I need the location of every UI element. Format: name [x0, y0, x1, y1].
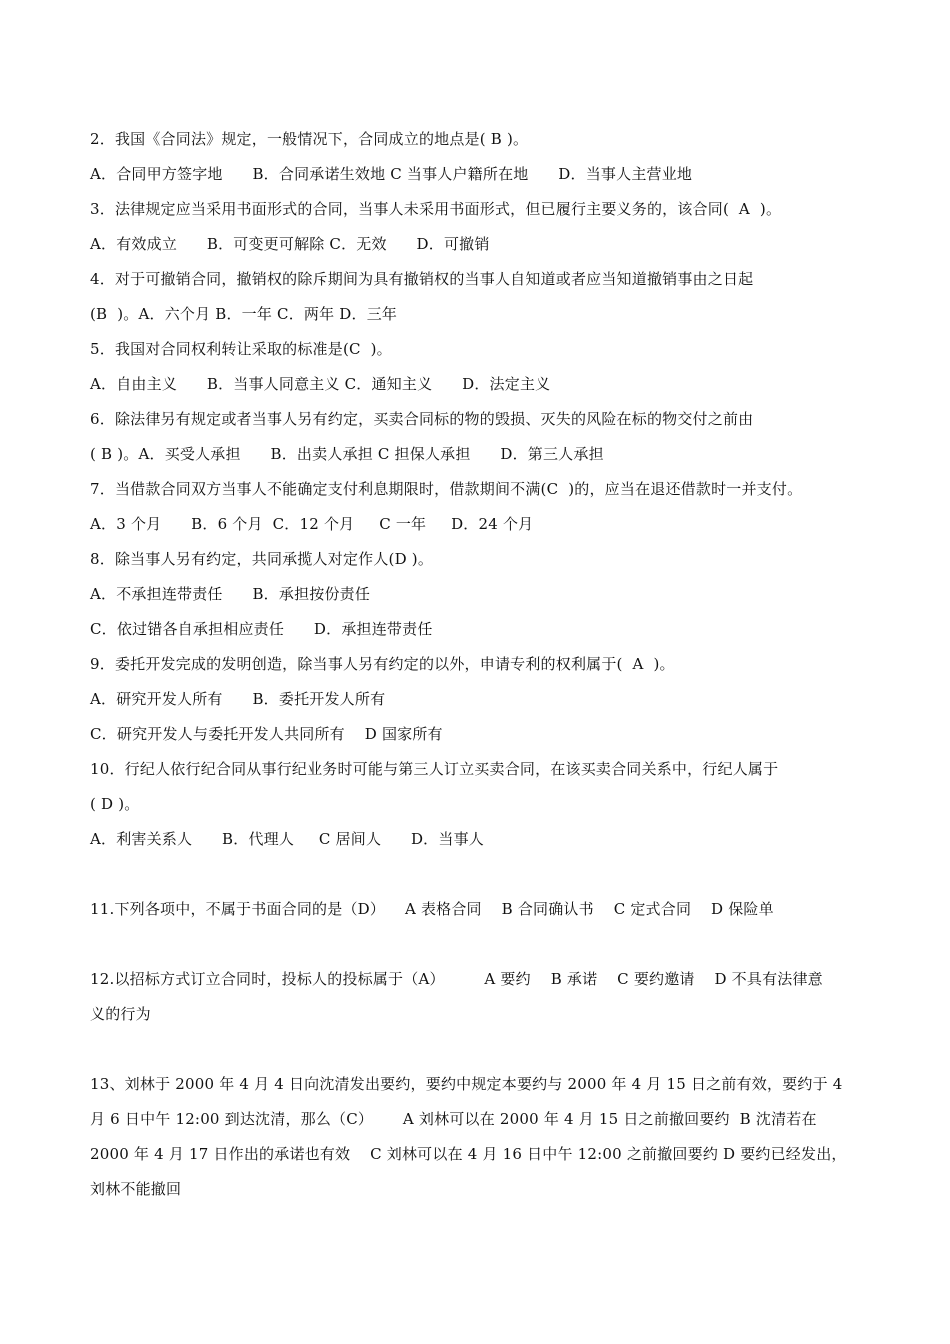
- question-6-options: ( B )。A．买受人承担 B．出卖人承担 C 担保人承担 D．第三人承担: [90, 445, 604, 463]
- question-10-answer: ( D )。: [90, 795, 140, 813]
- question-8: 8．除当事人另有约定，共同承揽人对定作人(D )。: [90, 550, 434, 568]
- question-7: 7．当借款合同双方当事人不能确定支付利息期限时，借款期间不满(C )的，应当在退还借款时一并支付。: [90, 480, 803, 498]
- spacer: [90, 1032, 870, 1067]
- question-8-options-cd: C．依过错各自承担相应责任 D．承担连带责任: [90, 620, 433, 638]
- question-5-options: A．自由主义 B．当事人同意主义 C．通知主义 D．法定主义: [90, 375, 551, 393]
- question-2-options: A．合同甲方签字地 B．合同承诺生效地 C 当事人户籍所在地 D．当事人主营业地: [90, 165, 693, 183]
- question-9: 9．委托开发完成的发明创造，除当事人另有约定的以外，申请专利的权利属于( A )。: [90, 655, 675, 673]
- question-10: 10．行纪人依行纪合同从事行纪业务时可能与第三人订立买卖合同，在该买卖合同关系中，行纪人属于: [90, 760, 779, 778]
- question-2: 2．我国《合同法》规定，一般情况下，合同成立的地点是( B )。: [90, 130, 529, 148]
- question-13-line-3: 2000 年 4 月 17 日作出的承诺也有效 C 刘林可以在 4 月 16 日中午 12:00 之前撤回要约 D 要约已经发出，: [90, 1145, 847, 1163]
- question-13-line-4: 刘林不能撤回: [90, 1180, 182, 1198]
- question-6: 6．除法律另有规定或者当事人另有约定，买卖合同标的物的毁损、灭失的风险在标的物交付之前由: [90, 410, 754, 428]
- question-3: 3．法律规定应当采用书面形式的合同，当事人未采用书面形式，但已履行主要义务的，该合同( A )。: [90, 200, 782, 218]
- question-12: 12.以招标方式订立合同时，投标人的投标属于（A） A 要约 B 承诺 C 要约邀请 D 不具有法律意: [90, 970, 823, 988]
- question-7-options: A．3 个月 B．6 个月 C．12 个月 C 一年 D．24 个月: [90, 515, 534, 533]
- question-13-line-2: 月 6 日中午 12:00 到达沈清，那么（C） A 刘林可以在 2000 年 4 月 15 日之前撤回要约 B 沈清若在: [90, 1110, 817, 1128]
- spacer: [90, 927, 870, 962]
- question-4-options: (B )。A．六个月 B．一年 C．两年 D．三年: [90, 305, 398, 323]
- question-9-options-cd: C．研究开发人与委托开发人共同所有 D 国家所有: [90, 725, 443, 743]
- question-10-options: A．利害关系人 B．代理人 C 居间人 D．当事人: [90, 830, 484, 848]
- question-9-options-ab: A．研究开发人所有 B．委托开发人所有: [90, 690, 386, 708]
- question-11: 11.下列各项中，不属于书面合同的是（D） A 表格合同 B 合同确认书 C 定式合同 D 保险单: [90, 900, 774, 918]
- spacer: [90, 857, 870, 892]
- document-page: [90, 122, 870, 1207]
- question-13: 13、刘林于 2000 年 4 月 4 日向沈清发出要约，要约中规定本要约与 2000 年 4 月 15 日之前有效，要约于 4: [90, 1075, 843, 1093]
- question-8-options-ab: A．不承担连带责任 B．承担按份责任: [90, 585, 371, 603]
- question-3-options: A．有效成立 B．可变更可解除 C．无效 D．可撤销: [90, 235, 490, 253]
- question-4: 4．对于可撤销合同，撤销权的除斥期间为具有撤销权的当事人自知道或者应当知道撤销事由之日起: [90, 270, 754, 288]
- question-12-continued: 义的行为: [90, 1005, 151, 1023]
- question-5: 5．我国对合同权利转让采取的标准是(C )。: [90, 340, 392, 358]
